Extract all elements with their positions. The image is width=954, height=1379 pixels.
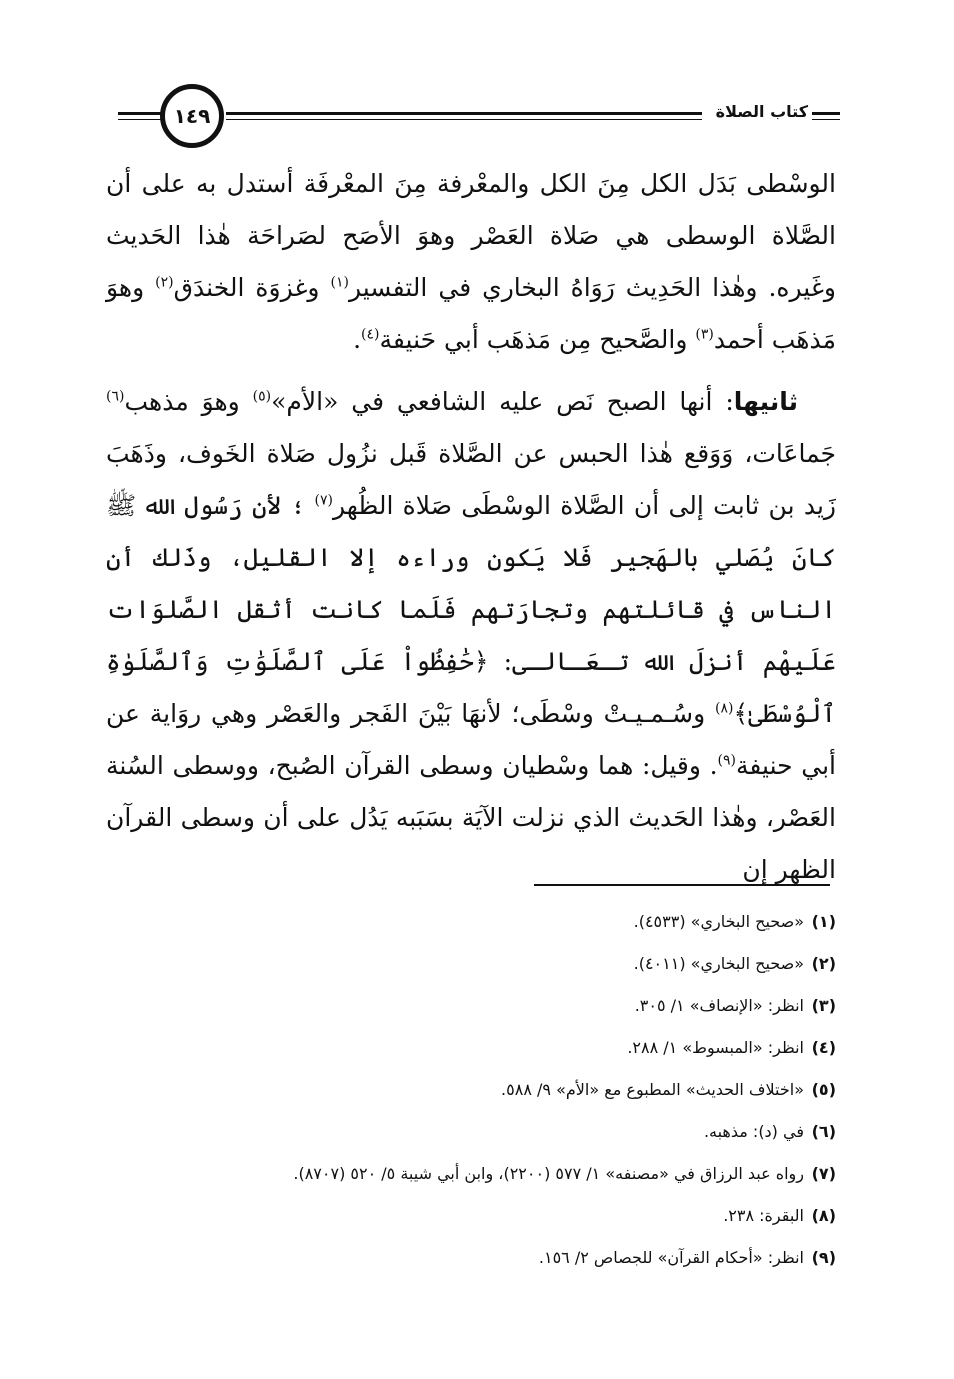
page-header	[118, 82, 840, 162]
header-rule	[118, 119, 164, 120]
text-run: وسُـمـيـتْ وسْطَى؛ لأنهَا بَيْنَ الفَجر والعَصْر وهي روَاية عن أبي حنيفة	[106, 699, 836, 780]
header-rule	[226, 112, 702, 115]
footnote-ref[interactable]: (٨)	[714, 700, 734, 717]
footnote-item	[106, 1194, 836, 1236]
footnote-number: (٥)	[811, 1079, 836, 1099]
text-run: وهوَ مَذهَب أحمد	[106, 273, 836, 354]
footnote-text: البقرة: ٢٣٨.	[723, 1205, 804, 1225]
text-run: وهوَ مذهب	[124, 387, 253, 416]
footnote-number: (٢)	[811, 953, 836, 973]
footnote-text: «صحيح البخاري» (٤٠١١).	[633, 953, 804, 973]
footnote-item	[106, 984, 836, 1026]
footnote-text: في (د): مذهبه.	[703, 1121, 804, 1141]
header-rule	[812, 119, 840, 120]
paragraph-lead: ثانيها	[733, 387, 799, 416]
footnote-text: انظر: «الإنصاف» ١/ ٣٠٥.	[634, 995, 804, 1015]
footnote-number: (١)	[811, 911, 836, 931]
footnote-item	[106, 1152, 836, 1194]
footnote-text: «اختلاف الحديث» المطبوع مع «الأم» ٩/ ٥٨٨.	[501, 1079, 804, 1099]
footnote-text: «صحيح البخاري» (٤٥٣٣).	[633, 911, 804, 931]
header-rule	[118, 112, 164, 115]
footnote-ref[interactable]: (٥)	[252, 388, 272, 405]
footnote-number: (٩)	[811, 1247, 836, 1267]
page-number-badge	[160, 84, 224, 148]
paragraph-1	[106, 158, 836, 366]
footnote-number: (٣)	[811, 995, 836, 1015]
footnote-text: انظر: «المبسوط» ١/ ٢٨٨.	[627, 1037, 804, 1057]
footnote-ref[interactable]: (٢)	[155, 274, 174, 291]
footnote-ref[interactable]: (٧)	[314, 492, 333, 509]
footnote-item	[106, 1026, 836, 1068]
footnote-item	[106, 1068, 836, 1110]
footnotes	[106, 900, 836, 1278]
footnote-item	[106, 1110, 836, 1152]
footnote-number: (٤)	[811, 1037, 836, 1057]
footnote-separator	[534, 884, 830, 886]
text-run: .	[353, 325, 362, 354]
footnote-text: رواه عبد الرزاق في «مصنفه» ١/ ٥٧٧ (٢٢٠٠)، وابن أبي شيبة ٥/ ٥٢٠ (٨٧٠٧).	[293, 1163, 804, 1183]
footnote-ref[interactable]: (٤)	[361, 326, 380, 343]
footnote-ref[interactable]: (٦)	[106, 388, 125, 405]
page-number: ١٤٩	[173, 104, 211, 128]
footnote-text: انظر: «أحكام القرآن» للجصاص ٢/ ١٥٦.	[538, 1247, 804, 1267]
footnote-item	[106, 1236, 836, 1278]
text-run: . وقيل: هما وسْطيان وسطى القرآن الصُبح، ووسطى السُنة العَصْر، وهٰذا الحَديث الذي نزلت الآيَة بسَبَبه يَدُل على أن وسطى القرآن الظهر إن	[106, 751, 836, 884]
text-run: والصَّحيح مِن مَذهَب أبي حَنيفة	[379, 325, 696, 354]
main-text	[106, 158, 836, 896]
text-run: جَماعَات، وَوَقع هٰذا الحبس عن الصَّلاة قَبل نزُول صَلاة الخَوف، وذَهَبَ زَيد بن ثابت إلى أن الصَّلاة الوسْطَى صَلاة الظُهر	[106, 439, 836, 520]
text-run: وغزوَة الخندَق	[173, 273, 331, 302]
text-run: ؛ لأن رَسُول الله ﷺ كانَ يُصَلي بالهَجير فَلا يَكون وراءه إلا القليل، وذَلك أن الناس في قائلتهم وتجارَتهم فَلَما كانت أثقل الصَّلوَات عَلَيهْم أنزلَ الله تـعَـالـى: ﴿حَٰفِظُواْ عَلَى ٱلصَّلَوَٰتِ وَٱلصَّلَوٰةِ ٱلْوُسْطَىٰ﴾	[106, 491, 836, 728]
footnote-item	[106, 900, 836, 942]
header-rule	[812, 112, 840, 115]
text-run: الوسْطى بَدَل الكل مِنَ الكل والمعْرفة مِنَ المعْرفَة أستدل به على أن الصَّلاة الوسطى هي صَلاة العَصْر وهوَ الأصَح لصَراحَة هٰذا الحَديث وغَيره. وهٰذا الحَدِيث رَوَاهُ البخاري في التفسير	[106, 169, 836, 302]
footnote-number: (٦)	[811, 1121, 836, 1141]
footnote-ref[interactable]: (٣)	[695, 326, 714, 343]
footnote-item	[106, 942, 836, 984]
footnote-ref[interactable]: (١)	[330, 274, 349, 291]
text-run: : أنها الصبح نَص عليه الشافعي في «الأم»	[271, 387, 734, 416]
footnote-number: (٧)	[811, 1163, 836, 1183]
header-rule	[226, 119, 702, 120]
footnote-ref[interactable]: (٩)	[717, 752, 736, 769]
paragraph-2	[106, 376, 836, 896]
footnote-number: (٨)	[811, 1205, 836, 1225]
running-head: كتاب الصلاة	[715, 102, 808, 121]
